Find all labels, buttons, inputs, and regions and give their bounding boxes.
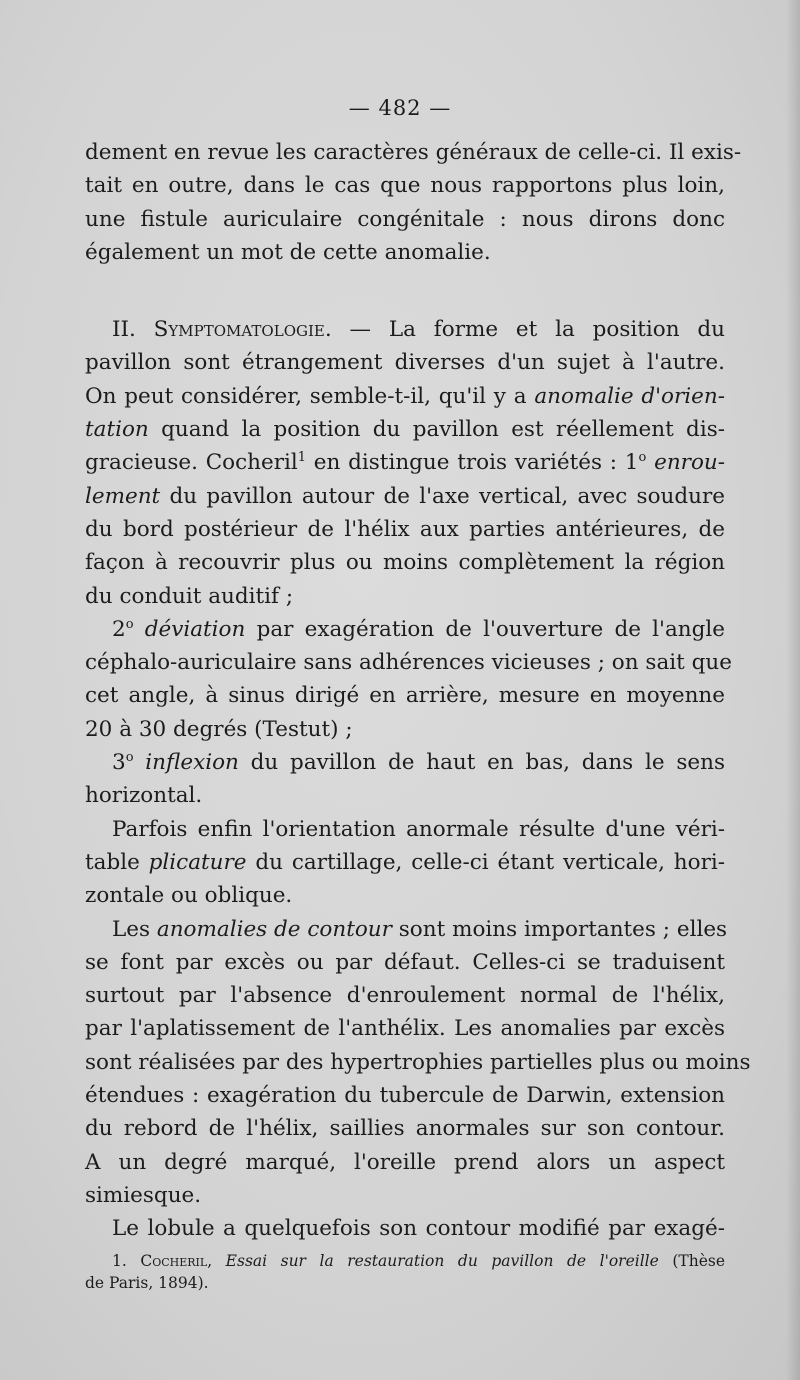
text-line: surtout par l'absence d'enroulement normal de l'hélix, (85, 983, 725, 1009)
italic-term: plicature (148, 849, 247, 875)
section-heading: Symptomatologie. (153, 317, 332, 343)
footnote-line: de Paris, 1894). (85, 1274, 209, 1292)
text-line (85, 446, 725, 479)
footnote-line (85, 1250, 725, 1272)
body-text (85, 136, 751, 1246)
text-line: du rebord de l'hélix, saillies anormales sur son contour. (85, 1116, 725, 1142)
italic-term: inflexion (145, 750, 239, 776)
text-line: par l'aplatissement de l'anthélix. Les anomalies par excès (85, 1016, 725, 1042)
italic-term: déviation (144, 616, 246, 642)
text-line: simiesque. (85, 1182, 202, 1208)
text-line: sont réalisées par des hypertrophies partielles plus ou moins (85, 1049, 751, 1075)
text-line: façon à recouvrir plus ou moins complètement la région (85, 550, 725, 576)
italic-term: enrou- (654, 450, 725, 476)
footnote-reference: 1 (297, 450, 307, 466)
footnote-title: Essai sur la restauration du pavillon de l'oreille (225, 1252, 659, 1270)
text-line: tait en outre, dans le cas que nous rapportons plus loin, (85, 173, 725, 199)
ordinal-marker: o (125, 616, 134, 632)
text-line: également un mot de cette anomalie. (85, 239, 491, 265)
page-number: — 482 — (348, 96, 452, 120)
text-fragment: gracieuse. Cocheril (85, 450, 298, 476)
text-line: 20 à 30 degrés (Testut) ; (85, 716, 353, 742)
text-fragment: sont moins importantes ; elles (398, 916, 728, 942)
item-number: 3 (112, 750, 126, 776)
text-fragment: Les (112, 916, 151, 942)
italic-term: anomalie d'orien- (534, 383, 725, 409)
text-line: du bord postérieur de l'hélix aux parties antérieures, de (85, 516, 725, 542)
text-line: du conduit auditif ; (85, 583, 294, 609)
text-line: zontale ou oblique. (85, 883, 293, 909)
section-number: II. (112, 317, 136, 343)
footnote (85, 1250, 725, 1294)
text-line: une fistule auriculaire congénitale : nous dirons donc (85, 206, 725, 232)
footnote-marker: 1. (112, 1252, 127, 1270)
page-edge-shadow (786, 0, 800, 1380)
text-line: étendues : exagération du tubercule de Darwin, extension (85, 1083, 725, 1109)
text-fragment: quand la position du pavillon est réellement dis- (161, 417, 725, 443)
item-number: 2 (112, 616, 126, 642)
text-fragment: table (85, 849, 140, 875)
text-line: cet angle, à sinus dirigé en arrière, mesure en moyenne (85, 683, 725, 709)
section-gap (85, 269, 725, 313)
text-line (85, 913, 728, 946)
text-line: pavillon sont étrangement diverses d'un sujet à l'autre. (85, 350, 725, 376)
italic-term: tation (85, 417, 149, 443)
text-line (85, 746, 725, 779)
ordinal-marker: o (638, 450, 647, 466)
text-fragment: La forme et la position du (388, 317, 726, 343)
text-line: dement en revue les caractères généraux de celle-ci. Il exis- (85, 140, 742, 165)
text-fragment: en distingue trois variétés : 1 (313, 450, 639, 476)
italic-term: lement (85, 483, 161, 509)
text-fragment: (Thèse (672, 1252, 726, 1270)
text-line (85, 413, 725, 446)
text-line: horizontal. (85, 783, 203, 809)
text-line: Parfois enfin l'orientation anormale résulte d'une véri- (112, 816, 725, 842)
text-line: A un degré marqué, l'oreille prend alors un aspect (85, 1149, 725, 1175)
italic-term: anomalies de contour (156, 916, 392, 942)
footnote-author: Cocheril, (140, 1252, 213, 1270)
text-line: céphalo-auriculaire sans adhérences vicieuses ; on sait que (85, 650, 732, 676)
text-line (85, 613, 725, 646)
section-heading-line (85, 313, 725, 346)
section-dash: — (349, 317, 372, 343)
text-line (85, 480, 725, 513)
text-fragment: du pavillon autour de l'axe vertical, avec soudure (169, 483, 725, 509)
text-line (85, 846, 725, 879)
text-fragment: du cartillage, celle-ci étant verticale, hori- (255, 849, 725, 875)
ordinal-marker: o (125, 750, 134, 766)
text-line (85, 380, 725, 413)
text-line: Le lobule a quelquefois son contour modifié par exagé- (112, 1216, 725, 1242)
text-fragment: On peut considérer, semble-t-il, qu'il y a (85, 383, 527, 409)
text-fragment: par exagération de l'ouverture de l'angle (256, 616, 725, 642)
text-line: se font par excès ou par défaut. Celles-ci se traduisent (85, 949, 725, 975)
text-fragment: du pavillon de haut en bas, dans le sens (250, 750, 725, 776)
